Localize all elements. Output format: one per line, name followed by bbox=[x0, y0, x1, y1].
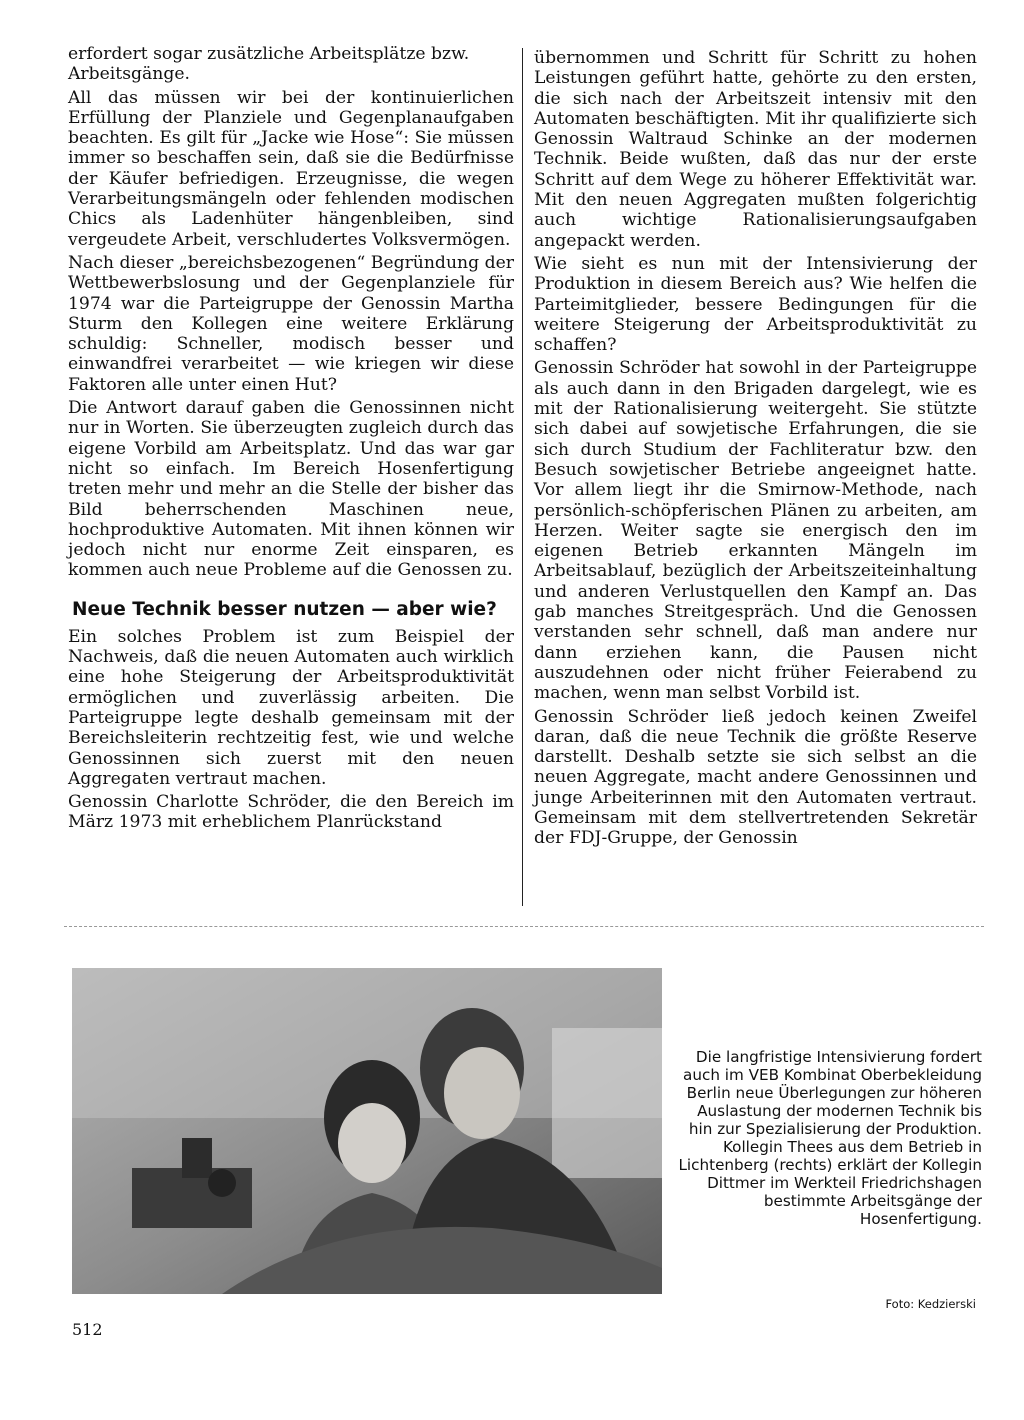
photo-two-workers-sewing bbox=[72, 968, 662, 1294]
left-column bbox=[68, 44, 514, 836]
section-heading: Neue Technik besser nutzen — aber wie? bbox=[72, 598, 497, 620]
paragraph: Genossin Charlotte Schröder, die den Bereich im März 1973 mit erheblichem Planrückstand bbox=[68, 792, 514, 833]
paragraph: Genossin Schröder ließ jedoch keinen Zweifel daran, daß die neue Technik die größte Reserve darstellt. Deshalb setzte sie sich selbst an die neuen Aggregate, macht andere Genossinnen und junge Arbeiterinnen mit den Automaten vertraut. Gemeinsam mit dem stellvertretenden Sekretär der FDJ-Gruppe, der Genossin bbox=[534, 706, 977, 849]
paragraph: übernommen und Schritt für Schritt zu hohen Leistungen geführt hatte, gehörte zu den ersten, die sich nach der Arbeitszeit intensiv mit den Automaten beschäftigten. Mit ihr qualifizierte sich Genossin Waltraud Schinke an der modernen Technik. Beide wußten, daß das nur der erste Schritt auf dem Wege zu höherer Effektivität war. Mit den neuen Aggregaten mußten folgerichtig auch wichtige Rationalisierungsaufgaben angepackt werden. bbox=[534, 48, 977, 251]
paragraph: Ein solches Problem ist zum Beispiel der Nachweis, daß die neuen Automaten auch wirklich eine hohe Steigerung der Arbeitsproduktivität ermöglichen und zuverlässig arbeiten. Die Parteigruppe legte deshalb gemeinsam mit der Bereichsleiterin rechtzeitig fest, wie und welche Genossinnen sich zuerst mit den neuen Aggregaten vertraut machen. bbox=[68, 626, 514, 789]
paragraph: Nach dieser „bereichsbezogenen“ Begründung der Wettbewerbslosung und der Gegenplanziele für 1974 war die Parteigruppe der Genossin Martha Sturm den Kollegen eine weitere Erklärung schuldig: Schneller, modisch besser und einwandfrei verarbeitet — wie kriegen wir diese Faktoren alle unter einen Hut? bbox=[68, 252, 514, 395]
paragraph: erfordert sogar zusätzliche Arbeitsplätze bzw. Arbeitsgänge. bbox=[68, 44, 470, 85]
photo-credit: Foto: Kedzierski bbox=[885, 1297, 976, 1311]
paragraph: Die Antwort darauf gaben die Genossinnen nicht nur in Worten. Sie überzeugten zugleich durch das eigene Vorbild am Arbeitsplatz. Und das war gar nicht so einfach. Im Bereich Hosenfertigung treten mehr und mehr an die Stelle der bisher das Bild beherrschenden Maschinen neue, hochproduktive Automaten. Mit ihnen können wir jedoch nicht nur enorme Zeit einsparen, es kommen auch neue Probleme auf die Genossen zu. bbox=[68, 398, 514, 581]
photo-caption: Die langfristige Intensivierung fordert auch im VEB Kombinat Oberbekleidung Berlin neue Überlegungen zur höheren Auslastung der modernen Technik bis hin zur Spezialisierung der Produktion. Kollegin Thees aus dem Betrieb in Lichtenberg (rechts) erklärt der Kollegin Dittmer im Werkteil Friedrichshagen bestimmte Arbeitsgänge der Hosenfertigung. bbox=[678, 1048, 982, 1228]
page-number: 512 bbox=[72, 1320, 103, 1339]
paragraph: Genossin Schröder hat sowohl in der Parteigruppe als auch dann in den Brigaden dargelegt, wie es mit der Rationalisierung weitergeht. Sie stützte sich dabei auf sowjetische Erfahrungen, die sie sich durch Studium der Fachliteratur bzw. den Besuch sowjetischer Betriebe angeeignet hatte. Vor allem liegt ihr die Smirnow-Methode, nach persönlich-schöpferischen Plänen zu arbeiten, am Herzen. Weiter sagte sie energisch den im eigenen Betrieb erkannten Mängeln im Arbeitsablauf, bezüglich der Arbeitszeiteinhaltung und anderen Verlustquellen den Kampf an. Das gab manches Streitgespräch. Und die Genossen verstanden sehr schnell, daß man andere nur dann erziehen kann, die Pausen nicht auszudehnen oder nicht früher Feierabend zu machen, wenn man selbst Vorbild ist. bbox=[534, 358, 977, 704]
paragraph: Wie sieht es nun mit der Intensivierung der Produktion in diesem Bereich aus? Wie helfen die Parteimitglieder, bessere Bedingungen für die weitere Steigerung der Arbeitsproduktivität zu schaffen? bbox=[534, 253, 977, 356]
photo-illustration bbox=[72, 968, 662, 1294]
section-separator bbox=[64, 926, 984, 927]
paragraph: All das müssen wir bei der kontinuierlichen Erfüllung der Planziele und Gegenplanaufgaben beachten. Es gilt für „Jacke wie Hose“: Sie müssen immer so beschaffen sein, daß sie die Bedürfnisse der Käufer befriedigen. Erzeugnisse, die wegen Verarbeitungsmängeln oder fehlenden modischen Chics als Ladenhüter hängenbleiben, sind vergeudete Arbeit, verschludertes Volksvermögen. bbox=[68, 87, 514, 250]
right-column bbox=[534, 48, 977, 852]
column-divider bbox=[522, 48, 523, 906]
